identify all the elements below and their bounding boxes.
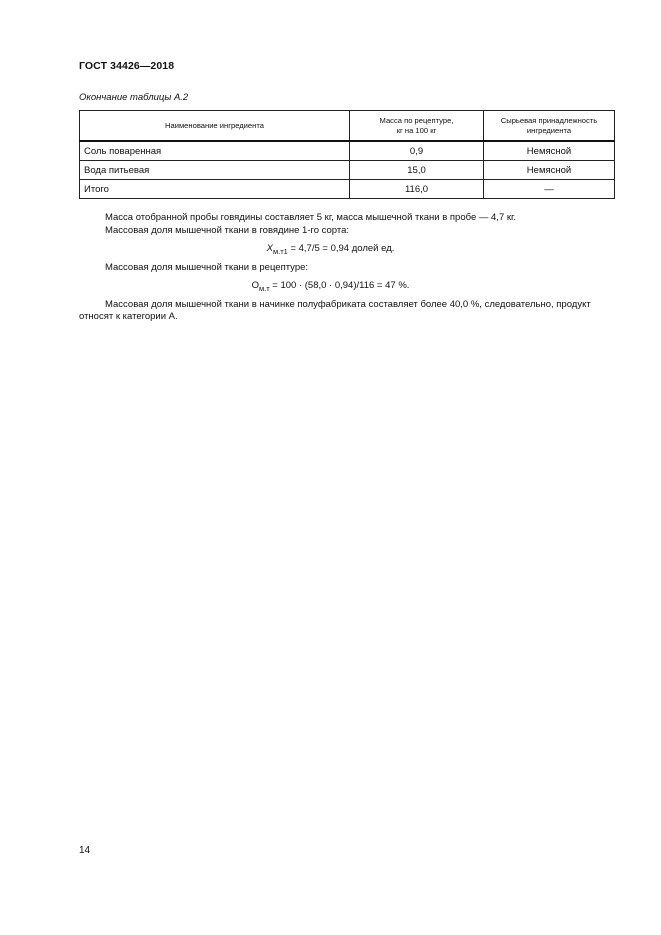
- cell-name: Итого: [80, 180, 350, 199]
- formula-expression: = 4,7/5 = 0,94 долей ед.: [287, 243, 395, 254]
- column-header-name: Наименование ингредиента: [80, 111, 350, 142]
- paragraph-beef-share: Массовая доля мышечной ткани в говядине 1-го сорта:: [105, 225, 350, 236]
- cell-category: —: [484, 180, 615, 199]
- cell-category: Немясной: [484, 141, 615, 161]
- cell-mass: 0,9: [350, 141, 484, 161]
- formula-symbol: О: [251, 280, 259, 291]
- paragraph-sample-mass: Масса отобранной пробы говядины составляет 5 кг, масса мышечной ткани в пробе — 4,7 кг.: [105, 212, 516, 223]
- formula-subscript: м.т: [258, 283, 270, 293]
- formula-subscript: м.т1: [272, 246, 288, 256]
- cell-name: Соль поваренная: [80, 141, 350, 161]
- table-row: [80, 141, 615, 161]
- column-header-mass: Масса по рецептуре, кг на 100 кг: [350, 111, 484, 142]
- cell-mass: 116,0: [350, 180, 484, 199]
- cell-mass: 15,0: [350, 161, 484, 180]
- column-header-category: Сырьевая принадлежность ингредиента: [484, 111, 615, 142]
- cell-name: Вода питьевая: [80, 161, 350, 180]
- formula-expression: = 100 · (58,0 · 0,94)/116 = 47 %.: [269, 280, 410, 291]
- standard-header: ГОСТ 34426—2018: [79, 60, 175, 72]
- ingredients-table: [79, 110, 615, 199]
- paragraph-conclusion: Массовая доля мышечной ткани в начинке полуфабриката составляет более 40,0 %, следовательно, продукт относят к категории А.: [79, 299, 591, 322]
- table-row: [80, 161, 615, 180]
- formula-recipe-muscle-share: [0, 280, 661, 293]
- cell-category: Немясной: [484, 161, 615, 180]
- table-caption: Окончание таблицы А.2: [79, 92, 189, 103]
- table-row-total: [80, 180, 615, 199]
- page-number: 14: [79, 845, 91, 856]
- formula-beef-muscle-share: [0, 243, 661, 256]
- formula-symbol: X: [266, 243, 273, 254]
- paragraph-recipe-share: Массовая доля мышечной ткани в рецептуре:: [105, 262, 309, 273]
- table-header-row: [80, 111, 615, 142]
